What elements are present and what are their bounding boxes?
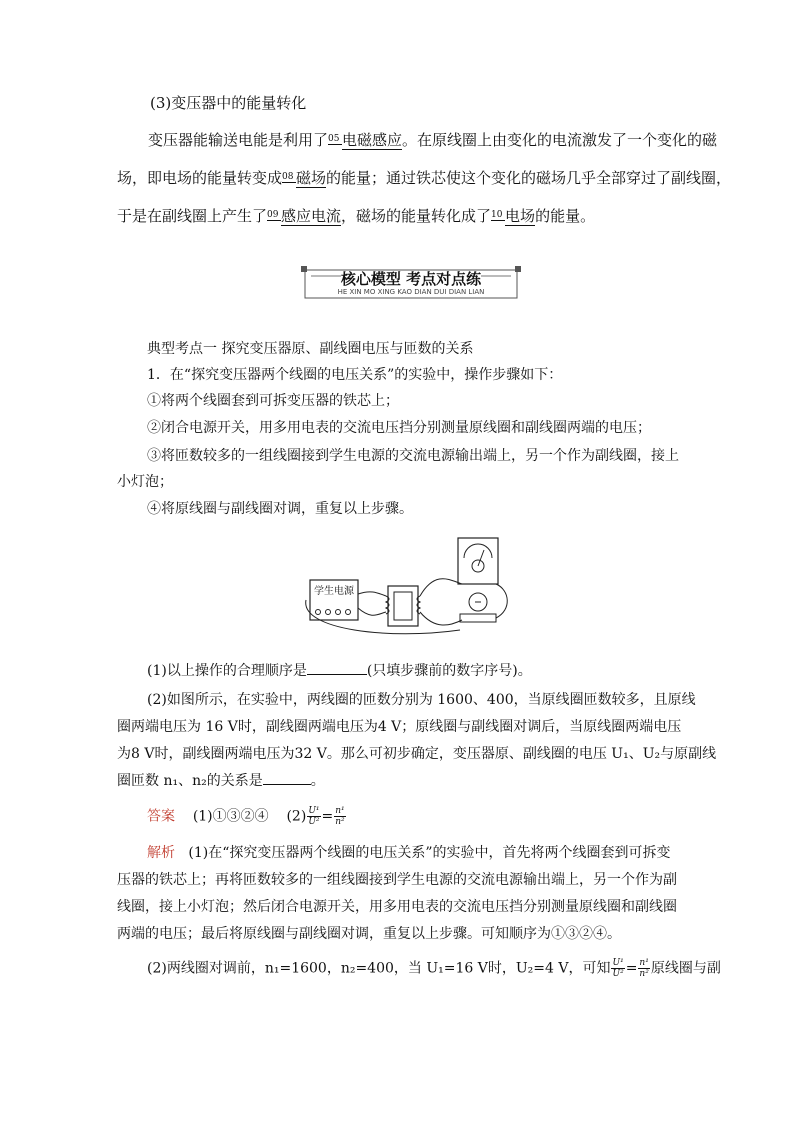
- power-supply-label: 学生电源: [314, 586, 354, 597]
- blank-number: 05: [328, 134, 340, 144]
- denominator: n²: [639, 969, 649, 979]
- text: 原线圈与副: [650, 960, 721, 977]
- blank-answer: 磁场: [296, 169, 327, 187]
- answer-line: [147, 806, 347, 827]
- step-1: ①将两个线圈套到可拆变压器的铁芯上；: [147, 393, 399, 409]
- blank-answer: 电场: [505, 207, 536, 225]
- fill-blank: [267, 210, 281, 221]
- text: 的能量；通过铁芯使这个变化的磁场几乎全部穿过了副线圈，: [326, 169, 732, 187]
- answer-label: 答案: [147, 808, 175, 825]
- text: 。在原线圈上由变化的电流激发了一个变化的磁: [402, 131, 718, 149]
- analysis-line: [147, 843, 671, 863]
- subquestion-2-line: 为8 V时，副线圈两端电压为32 V。那么可初步确定，变压器原、副线圈的电压 U₁、U₂与原副线: [117, 746, 717, 762]
- answer-blank: [307, 674, 367, 675]
- analysis-label: 解析: [147, 845, 175, 861]
- numerator: U¹: [308, 806, 320, 816]
- answer-blank: [263, 784, 311, 785]
- numerator: U¹: [612, 958, 624, 968]
- text: 。: [310, 773, 325, 789]
- subquestion-2-line: (2)如图所示，在实验中，两线圈的匝数分别为 1600、400，当原线圈匝数较多，且原线: [147, 692, 696, 708]
- fill-blank: [282, 172, 296, 183]
- fill-blank: [491, 210, 505, 221]
- text: (2)两线圈对调前，n₁=1600，n₂=400，当 U₁=16 V时，U₂=4 V，可知: [147, 960, 611, 977]
- subquestion-2-line: [117, 771, 325, 791]
- fraction-u: [611, 958, 624, 979]
- text: (1)在“探究变压器两个线圈的电压关系”的实验中，首先将两个线圈套到可拆变: [188, 845, 671, 861]
- denominator: n²: [335, 817, 345, 827]
- step-4: ④将原线圈与副线圈对调，重复以上步骤。: [147, 501, 413, 517]
- subquestion-2-line: 圈两端电压为 16 V时，副线圈两端电压为4 V；原线圈与副线圈对调后，当原线圈两端电压: [117, 719, 682, 735]
- text: 场，即电场的能量转变成: [117, 169, 283, 187]
- step-3-cont: 小灯泡；: [117, 474, 173, 490]
- denominator: U²: [308, 817, 320, 827]
- denominator: U²: [612, 969, 624, 979]
- fill-blank: [328, 134, 342, 145]
- numerator: n¹: [335, 806, 345, 816]
- experiment-diagram: [300, 530, 520, 642]
- blank-number: 10: [491, 210, 503, 220]
- banner-subtitle: HE XIN MO XING KAO DIAN DUI DIAN LIAN: [337, 288, 485, 296]
- paragraph-line: [148, 130, 717, 150]
- text: 变压器能输送电能是利用了: [148, 131, 329, 149]
- section-banner: [301, 262, 521, 300]
- text: (1)以上操作的合理顺序是: [147, 663, 307, 679]
- fraction-u: [307, 806, 320, 827]
- text: 的能量。: [535, 207, 596, 225]
- section-heading: (3)变压器中的能量转化: [150, 94, 307, 112]
- equals-sign: =: [625, 960, 638, 977]
- topic-title: 典型考点一 探究变压器原、副线圈电压与匝数的关系: [147, 341, 474, 357]
- step-3: ③将匝数较多的一组线圈接到学生电源的交流电源输出端上，另一个作为副线圈，接上: [147, 448, 679, 464]
- blank-number: 09: [267, 210, 279, 220]
- paragraph-line: [117, 168, 731, 188]
- analysis-line: 压器的铁芯上；再将匝数较多的一组线圈接到学生电源的交流电源输出端上，另一个作为副: [117, 872, 677, 888]
- blank-number: 08: [282, 172, 294, 182]
- subquestion-1: [147, 661, 532, 681]
- answer-part-1: (1)①③②④: [192, 808, 269, 825]
- blank-answer: 电磁感应: [342, 131, 403, 149]
- fraction-n: [638, 958, 649, 979]
- equals-sign: =: [321, 808, 334, 825]
- analysis-line: 两端的电压；最后将原线圈与副线圈对调，重复以上步骤。可知顺序为①③②④。: [117, 926, 621, 942]
- fraction-n: [334, 806, 345, 827]
- question-stem: 1．在“探究变压器两个线圈的电压关系”的实验中，操作步骤如下：: [147, 367, 563, 383]
- banner-title: 核心模型 考点对点练: [340, 270, 482, 288]
- text: ，磁场的能量转化成了: [341, 207, 492, 225]
- analysis-line: [147, 958, 721, 979]
- text: 圈匝数 n₁、n₂的关系是: [117, 773, 263, 789]
- paragraph-line: [117, 206, 595, 226]
- blank-answer: 感应电流: [281, 207, 342, 225]
- numerator: n¹: [639, 958, 649, 968]
- text: (只填步骤前的数字序号)。: [366, 663, 532, 679]
- step-2: ②闭合电源开关，用多用电表的交流电压挡分别测量原线圈和副线圈两端的电压；: [147, 420, 651, 436]
- analysis-line: 线圈，接上小灯泡；然后闭合电源开关，用多用电表的交流电压挡分别测量原线圈和副线圈: [117, 899, 677, 915]
- text: 于是在副线圈上产生了: [117, 207, 268, 225]
- answer-part-2: (2): [286, 808, 307, 825]
